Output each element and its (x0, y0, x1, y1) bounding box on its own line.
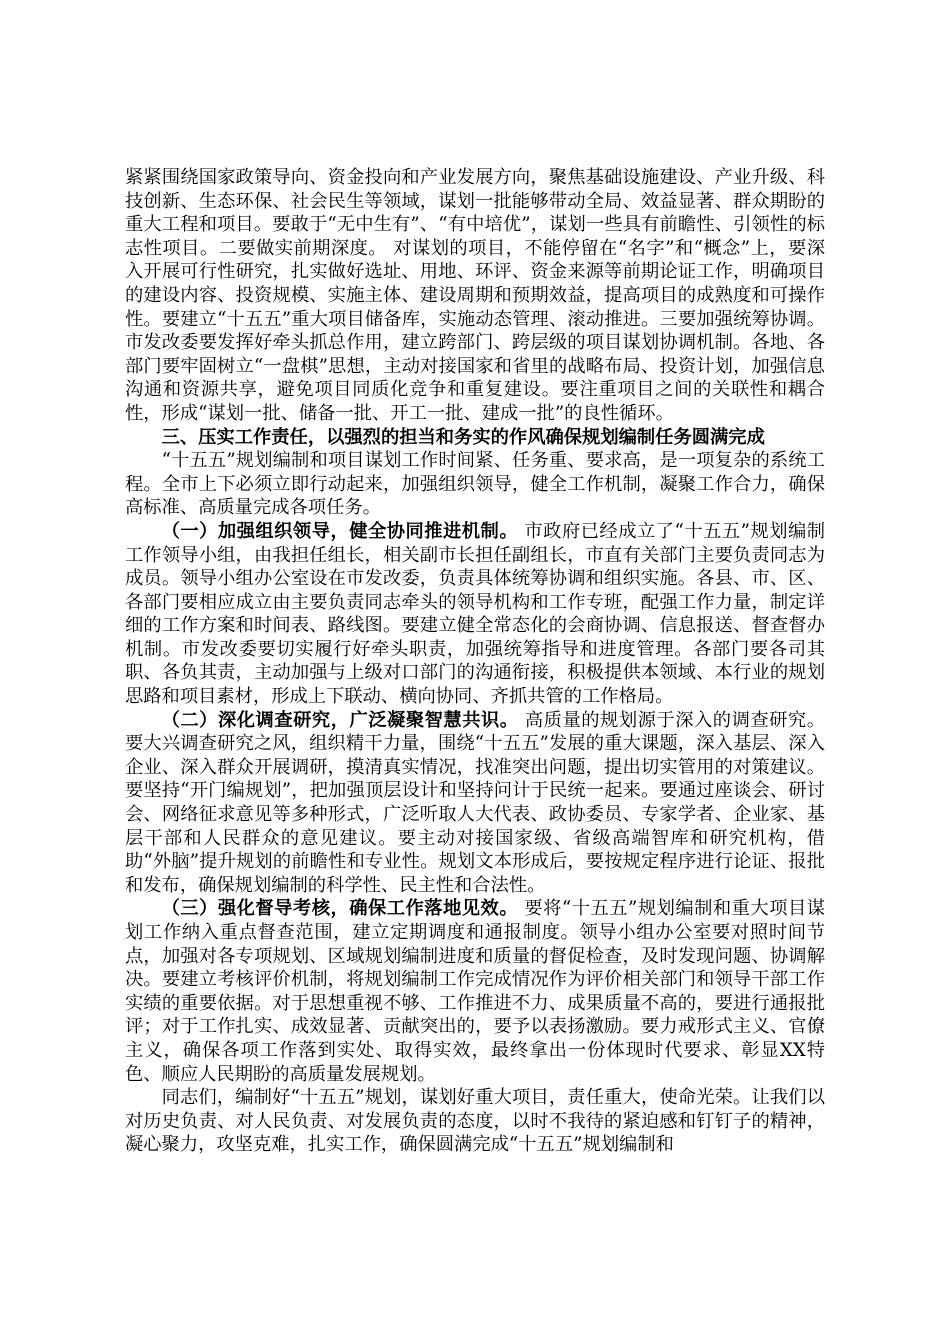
paragraph-supervision (125, 897, 825, 1086)
document-page (125, 166, 825, 1157)
body-supervision: 要将“十五五”规划编制和重大项目谋划工作纳入重点督查范围，建立定期调度和通报制度。领导小组办公室要对照时间节点，加强对各专项规划、区域规划编制进度和质量的督促检查，及时发现问题、协调解决。要建立考核评价机制，将规划编制工作完成情况作为评价相关部门和领导干部工作实绩的重要依据。对于思想重视不够、工作推进不力、成果质量不高的，要进行通报批评；对于工作扎实、成效显著、贡献突出的，要予以表扬激励。要力戒形式主义、官僚主义，确保各项工作落到实处、取得实效，最终拿出一份体现时代要求、彰显XX特色、顺应人民期盼的高质量发展规划。 (125, 898, 825, 1085)
paragraph-section-three-intro: “十五五”规划编制和项目谋划工作时间紧、任务重、要求高，是一项复杂的系统工程。全市上下必须立即行动起来，加强组织领导，健全工作机制，凝聚工作合力，确保高标准、高质量完成各项任务。 (125, 450, 825, 519)
paragraph-organization-leadership (125, 520, 825, 709)
body-organization-leadership: 市政府已经成立了“十五五”规划编制工作领导小组，由我担任组长，相关副市长担任副组长，市直有关部门主要负责同志为成员。领导小组办公室设在市发改委，负责具体统筹协调和组织实施。各县、市、区、各部门要相应成立由主要负责同志牵头的领导机构和工作专班，配强工作力量，制定详细的工作方案和时间表、路线图。要建立健全常态化的会商协调、信息报送、督查督办机制。市发改委要切实履行好牵头职责，加强统筹指导和进度管理。各部门要各司其职、各负其责，主动加强与上级对口部门的沟通衔接，积极提供本领域、本行业的规划思路和项目素材，形成上下联动、横向协同、齐抓共管的工作格局。 (125, 520, 825, 708)
body-research: 高质量的规划源于深入的调查研究。要大兴调查研究之风，组织精干力量，围绕“十五五”发展的重大课题，深入基层、深入企业、深入群众开展调研，摸清真实情况，找准突出问题，提出切实管用的对策建议。要坚持“开门编规划”，把加强顶层设计和坚持问计于民统一起来。要通过座谈会、研讨会、网络征求意见等多种形式，广泛听取人大代表、政协委员、专家学者、企业家、基层干部和人民群众的意见建议。要主动对接国家级、省级高端智库和研究机构，借助“外脑”提升规划的前瞻性和专业性。规划文本形成后，要按规定程序进行论证、报批和发布，确保规划编制的科学性、民主性和合法性。 (125, 709, 826, 896)
section-three-heading: 三、压实工作责任，以强烈的担当和务实的作风确保规划编制任务圆满完成 (161, 426, 765, 448)
paragraph-closing: 同志们，编制好“十五五”规划，谋划好重大项目，责任重大，使命光荣。让我们以对历史负责、对人民负责、对发展负责的态度，以时不我待的紧迫感和钉钉子的精神，凝心聚力，攻坚克难，扎实工作，确保圆满完成“十五五”规划编制和 (125, 1087, 825, 1156)
paragraph-project-planning: 紧紧围绕国家政策导向、资金投向和产业发展方向，聚焦基础设施建设、产业升级、科技创新、生态环保、社会民生等领域，谋划一批能够带动全局、效益显著、群众期盼的重大工程和项目。要敢于“无中生有”、“有中培优”，谋划一些具有前瞻性、引领性的标志性项目。二要做实前期深度。 对谋划的项目，不能停留在“名字”和“概念”上，要深入开展可行性研究，扎实做好选址、用地、环评、资金来源等前期论证工作，明确项目的建设内容、投资规模、实施主体、建设周期和预期效益，提高项目的成熟度和可操作性。要建立“十五五”重大项目储备库，实施动态管理、滚动推进。三要加强统筹协调。 市发改委要发挥好牵头抓总作用，建立跨部门、跨层级的项目谋划协调机制。各地、各部门要牢固树立“一盘棋”思想，主动对接国家和省里的战略布局、投资计划，加强信息沟通和资源共享，避免项目同质化竞争和重复建设。要注重项目之间的关联性和耦合性，形成“谋划一批、储备一批、开工一批、建成一批”的良性循环。 (125, 167, 825, 424)
paragraph-research (125, 709, 825, 898)
subheading-supervision: （三）强化督导考核，确保工作落地见效。 (161, 898, 519, 920)
subheading-research: （二）深化调查研究，广泛凝聚智慧共识。 (161, 709, 519, 731)
subheading-organization-leadership: （一）加强组织领导，健全协同推进机制。 (161, 520, 519, 542)
